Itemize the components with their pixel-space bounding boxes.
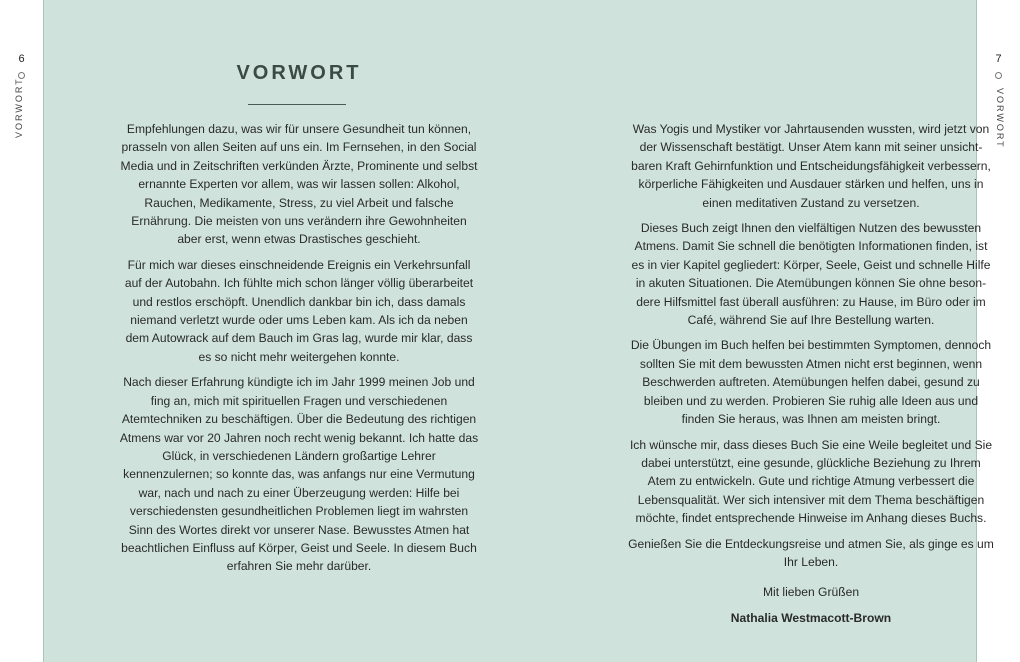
left-margin	[0, 0, 43, 662]
paragraph: Genießen Sie die Entdeckungsreise und atmen Sie, als ginge es um Ihr Leben.	[628, 536, 994, 569]
circle-ornament-icon	[995, 72, 1002, 79]
paragraph: Ich wünsche mir, dass dieses Buch Sie eine Weile begleitet und Sie dabei unterstützt, eine gesunde, glückliche Beziehung zu Ihrem Atem zu entwickeln. Gute und richtige Atmung verbessert die Lebensqualität. Wer sich intensiver mit dem Thema beschäftigen möchte, findet entsprechende Hinweise im Anhang dieses Buchs.	[629, 437, 993, 526]
paragraph: Empfehlungen dazu, was wir für unsere Gesundheit tun können, prasseln von allen Seiten auf uns ein. Im Fernsehen, in den Social Media und in Zeitschriften verkünden Ärzte, Prominente und selbst ernannte Experten vor allem, was wir lassen sollen: Alkohol, Rauchen, Medikamente, Stress, zu viel Arbeit und falsche Ernährung. Die meisten von uns verändern ihre Gewohnheiten aber erst, wenn etwas Drastisches geschieht.	[120, 122, 478, 247]
page-number-right: 7	[995, 53, 1002, 65]
paragraph: Was Yogis und Mystiker vor Jahrtausenden wussten, wird jetzt von der Wissenschaft bestätigt. Unser Atem kann mit seiner unsichtbaren Kraft Gehirnfunktion und Entscheidungsfähigkeit verbessern, körperliche Fähigkeiten und Ausdauer stärken und helfen, uns in einen meditativen Zustand zu versetzen.	[631, 122, 991, 210]
page-number-left: 6	[18, 53, 25, 65]
paragraph: Die Übungen im Buch helfen bei bestimmten Symptomen, dennoch sollten Sie mit dem bewussten Atmen nicht erst beginnen, wenn Beschwerden auftreten. Atemübungen helfen dabei, gesund zu bleiben und zu werden. Probieren Sie ruhig alle Ideen aus und finden Sie heraus, was Ihnen am meisten bringt.	[630, 338, 992, 427]
author-signature: Nathalia Westmacott-Brown	[730, 610, 892, 625]
right-page-text	[627, 120, 995, 634]
running-head-left: VORWORT	[14, 77, 24, 138]
left-page-text	[119, 120, 479, 583]
book-spread	[43, 0, 994, 662]
paragraph: Dieses Buch zeigt Ihnen den vielfältigen Nutzen des bewussten Atmens. Damit Sie schnell die benötigten Informationen finden, ist es in vier Kapitel gegliedert: Körper, Seele, Geist und schnelle Hilfe in akuten Situationen. Die Atemübungen können Sie ohne besondere Hilfsmittel fast überall ausführen: zu Hause, im Büro oder im Café, während Sie auf Ihre Bestellung warten.	[631, 221, 991, 328]
closing-line: Mit lieben Grüßen	[762, 585, 860, 600]
right-margin	[977, 0, 1020, 662]
paragraph: Nach dieser Erfahrung kündigte ich im Jahr 1999 meinen Job und fing an, mich mit spirituellen Fragen und verschiedenen Atemtechniken zu beschäftigen. Über die Bedeutung des richtigen Atmens war vor 20 Jahren noch recht wenig bekannt. Ich hatte das Glück, in verschiedenen Ländern großartige Lehrer kennenzulernen; so konnte das, was anfangs nur eine Vermutung war, nach und nach zu einer Überzeugung werden: Hilfe bei verschiedensten gesundheitlichen Problemen liegt im wahrsten Sinn des Wortes direkt vor unserer Nase. Bewusstes Atmen hat beachtlichen Einfluss auf Körper, Geist und Seele. In diesem Buch erfahren Sie mehr darüber.	[119, 375, 479, 574]
title-divider	[248, 104, 346, 105]
running-head-right: VORWORT	[995, 88, 1005, 149]
page-title: VORWORT	[236, 62, 362, 84]
paragraph: Für mich war dieses einschneidende Ereignis ein Verkehrsunfall auf der Autobahn. Ich fühlte mich schon länger völlig überarbeitet und restlos erschöpft. Unendlich dankbar bin ich, dass damals niemand verletzt wurde oder ums Leben kam. Als ich da neben dem Autowrack auf dem Bauch im Gras lag, wurde mir klar, dass es so nicht mehr weitergehen konnte.	[124, 257, 474, 364]
